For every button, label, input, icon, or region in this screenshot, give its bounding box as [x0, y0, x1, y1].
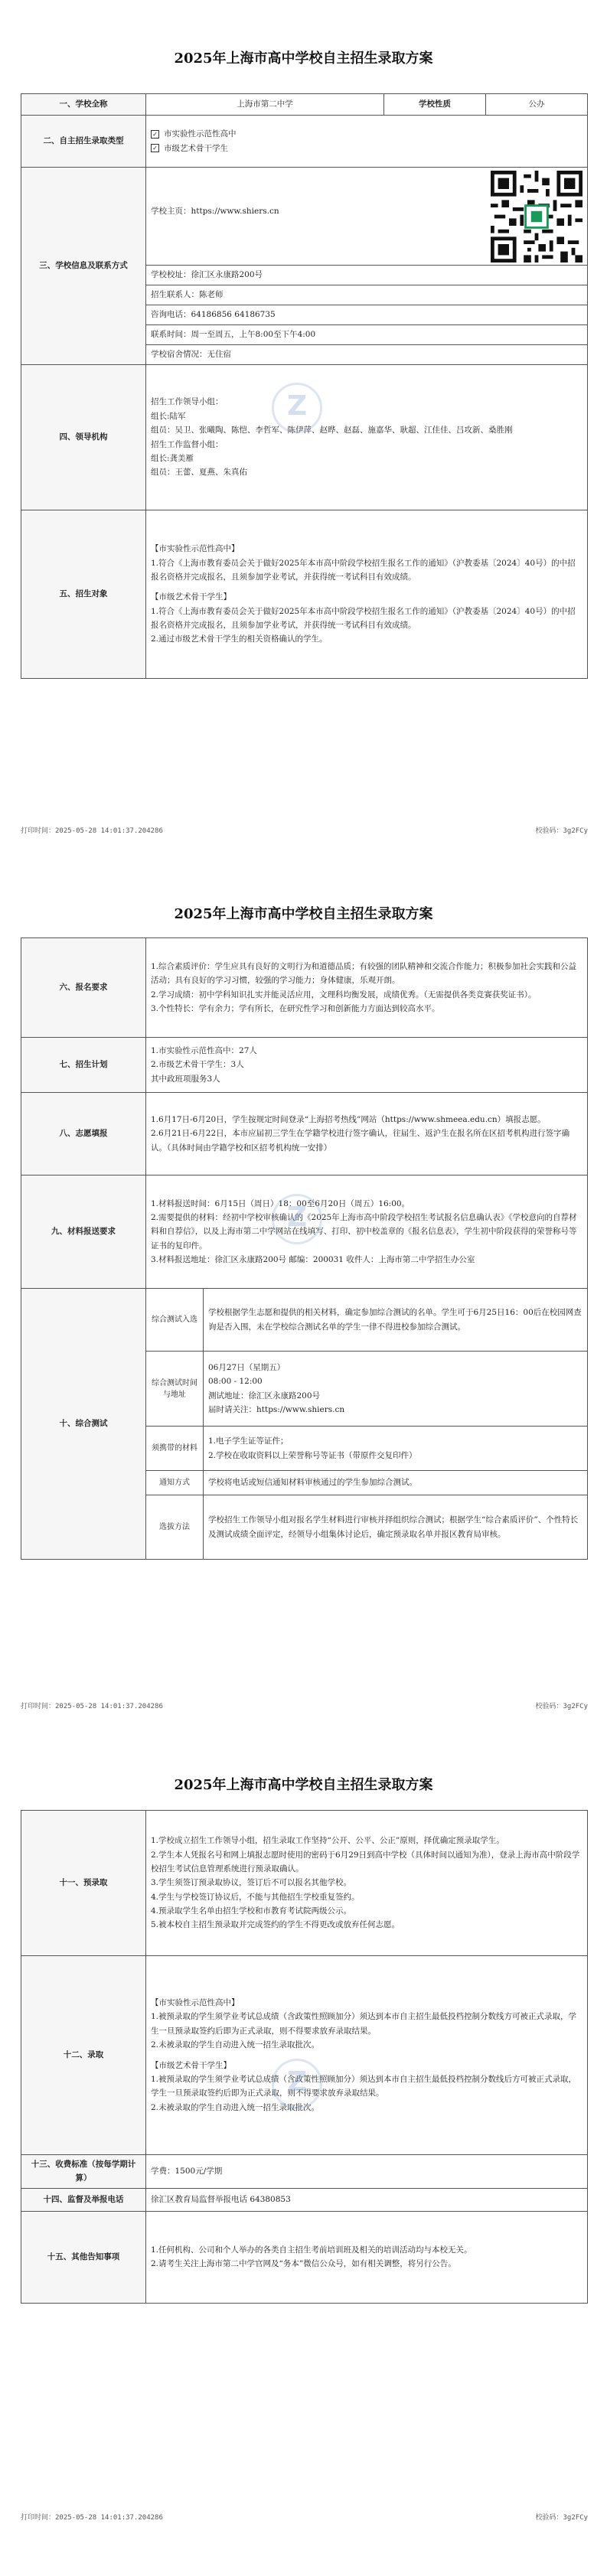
- content-line: 组员：吴卫、张曦陶、陈恺、李哲军、陈伊萍、赵晔、赵磊、施嘉华、耿超、江佳佳、吕攻新、桑胜刚: [151, 426, 513, 435]
- content-line: 08:00 - 12:00: [208, 1377, 263, 1387]
- section-label: 十四、监督及举报电话: [21, 2188, 146, 2211]
- content-line: 1.学校成立招生工作领导小组，招生录取工作坚持“公开、公平、公正”原则，择优确定预录取学生。: [151, 1836, 504, 1846]
- checksum: 校验码：3g2FCy: [535, 827, 588, 835]
- checksum: 校验码：3g2FCy: [535, 2514, 588, 2522]
- content-line: 1.符合《上海市教育委员会关于做好2025年本市高中阶段学校招生报名工作的通知》（沪教委基〔2024〕40号）的中招报名资格并完成报名，且须参加学业考试，并获得统一考试科目有效成绩。: [151, 558, 576, 582]
- section-label: 四、领导机构: [21, 365, 146, 510]
- content-line: 3.学生须签订预录取协议，签订后不可以报名其他学校。: [151, 1878, 352, 1888]
- content-line: 【市实验性示范性高中】: [151, 1998, 240, 2007]
- test-subheading: 选拔方法: [146, 1495, 204, 1560]
- content-line: 2.6月21日-6月22日，本市应届初三学生在学籍学校进行签字确认，往届生、返沪生在报名所在区招考机构进行签字确认。（具体时间由学籍学校和区招考机构统一安排）: [151, 1129, 570, 1153]
- page-footer: [21, 1700, 588, 1710]
- content-line: 【市级艺术骨干学生】: [151, 2060, 231, 2070]
- content-line: 1.任何机构、公司和个人举办的各类自主招生考前培训班及相关的培训活动均与本校无关。: [151, 2245, 472, 2255]
- school-nature-label: 学校性质: [384, 94, 486, 116]
- dorm-info: 学校宿舍情况：无住宿: [146, 345, 588, 365]
- school-address: 学校校址：徐汇区永康路200号: [146, 266, 588, 285]
- section-label: 十二、录取: [21, 1956, 146, 2155]
- admission-types: [146, 116, 588, 168]
- content-line: 测试地址：徐汇区永康路200号: [208, 1391, 321, 1400]
- leadership-content: [146, 365, 588, 510]
- print-time: 打印时间：2025-05-28 14:01:37.204286: [21, 2514, 163, 2522]
- content-line: 2.需要提供的材料：经初中学校审核确认的《2025年上海市高中阶段学校招生考试报名信息确认表》《学校意向的自荐材料和自荐信》，以及上海市第二中学网站在线填写、打印、初中校盖章的《报名信息表》，学生初中阶段获得的荣誉称号等证书的复印件。: [151, 1212, 577, 1251]
- test-content: [204, 1427, 588, 1471]
- website-cell: [146, 168, 588, 266]
- school-nature-value: 公办: [486, 94, 588, 116]
- contact-hours: 联系时间：周一至周五，上午8:00至下午4:00: [146, 325, 588, 345]
- requirements-content: [146, 938, 588, 1038]
- section-label: 五、招生对象: [21, 510, 146, 679]
- page-title: 2025年上海市高中学校自主招生录取方案: [174, 1777, 433, 1793]
- watermark-logo-icon: Z: [272, 2059, 322, 2109]
- section-label: 十一、预录取: [21, 1811, 146, 1956]
- pre-admission-content: [146, 1811, 588, 1956]
- content-line: 【市实验性示范性高中】: [151, 544, 240, 554]
- content-line: 招生工作领导小组：: [151, 397, 224, 407]
- content-line: 2.学校在收取资料以上荣誉称号等证书（带原件交复印件）: [208, 1450, 417, 1460]
- content-line: 学校根据学生志愿和提供的相关材料，确定参加综合测试的名单。学生可于6月25日16：00后在校园网查询是否入围，未在学校综合测试名单的学生一律不得进校参加综合测试。: [208, 1308, 582, 1332]
- hotline-value: 徐汇区教育局监督举报电话 64380853: [146, 2188, 588, 2211]
- page-footer: [21, 825, 588, 835]
- content-line: 1.电子学生证等证件；: [208, 1436, 289, 1446]
- content-line: 2.未被录取的学生自动进入统一招生录取批次。: [151, 2040, 320, 2050]
- content-line: 学校招生工作领导小组对报名学生材料进行审核并择组织综合测试；根据学生“综合素质评价”、个性特长及测试成绩全面评定，经领导小组集体讨论后，确定预录取名单并报区教育局审核。: [208, 1515, 579, 1539]
- content-line: 1.综合素质评价：学生应具有良好的文明行为和道德品质；有较强的团队精神和交流合作能力；积极参加社会实践和公益活动；具有良好的学习习惯，较强的学习能力；身体健康，乐观开朗。: [151, 961, 577, 986]
- content-line: 2.市级艺术骨干学生：3人: [151, 1060, 244, 1070]
- content-line: 2.学习成绩：初中学科知识扎实并能灵活应用，文理科均衡发展，成绩优秀。（无需提供各类竞赛获奖证书）。: [151, 990, 537, 999]
- application-content: [146, 1093, 588, 1176]
- test-content: [204, 1471, 588, 1495]
- content-line: 1.市实验性示范性高中：27人: [151, 1045, 257, 1055]
- contact-phone: 咨询电话：64186856 64186735: [146, 305, 588, 325]
- content-line: 2.未被录取的学生自动进入统一招生录取批次。: [151, 2102, 320, 2112]
- content-line: 2.学生本人凭报名号和网上填报志愿时使用的密码于6月29日到高中学校（具体时间以通知为准），登录上海市高中阶段学校招生考试信息管理系统进行预录取确认。: [151, 1850, 580, 1873]
- section-label: 一、学校全称: [21, 94, 146, 116]
- content-line: 3.个性特长：学有余力；学有所长，在研究性学习和创新能力方面达到较高水平。: [151, 1003, 440, 1013]
- section-label: 九、材料报送要求: [21, 1176, 146, 1289]
- content-line: 2.通过市级艺术骨干学生的相关资格确认的学生。: [151, 634, 328, 644]
- page-title: 2025年上海市高中学校自主招生录取方案: [174, 51, 433, 67]
- school-name: 上海市第二中学: [146, 94, 384, 116]
- watermark-logo-icon: Z: [272, 1194, 322, 1244]
- qr-code-icon: [491, 171, 583, 262]
- print-time: 打印时间：2025-05-28 14:01:37.204286: [21, 1703, 163, 1710]
- target-students-content: [146, 510, 588, 679]
- content-line: 届时请关注：https://www.shiers.cn: [208, 1404, 345, 1414]
- checksum: 校验码：3g2FCy: [535, 1703, 588, 1710]
- test-subheading: 综合测试入选: [146, 1289, 204, 1352]
- watermark-logo-icon: Z: [272, 383, 322, 433]
- content-line: 3.材料报送地址：徐汇区永康路200号 邮编：200031 收件人：上海市第二中学招生办公室: [151, 1255, 475, 1265]
- content-line: 5.被本校自主招生预录取并完成签约的学生不得更改或放弃任何志愿。: [151, 1920, 400, 1930]
- tuition-value: 学费：1500元/学期: [146, 2155, 588, 2189]
- content-line: 招生工作监督小组：: [151, 439, 224, 449]
- content-line: 1.6月17日-6月20日，学生按规定时间登录“上海招考热线”网站（https://www.shmeea.edu.cn）填报志愿。: [151, 1114, 546, 1124]
- content-line: 4.预录取学生名单由招生学校和市教育考试院两级公示。: [151, 1906, 352, 1916]
- plan-content: [146, 1038, 588, 1093]
- section-label: 六、报名要求: [21, 938, 146, 1038]
- test-content: [204, 1495, 588, 1560]
- content-line: 2.请考生关注上海市第二中学官网及“务本”微信公众号，如有相关调整，将另行公告。: [151, 2259, 456, 2269]
- print-time: 打印时间：2025-05-28 14:01:37.204286: [21, 827, 163, 835]
- page-footer: [21, 2512, 588, 2522]
- type-option: ✓ 市级艺术骨干学生: [151, 142, 583, 155]
- admission-content: [146, 1956, 588, 2155]
- type-option: ✓ 市实验性示范性高中: [151, 127, 583, 141]
- test-subheading: 通知方式: [146, 1471, 204, 1495]
- content-line: 1.符合《上海市教育委员会关于做好2025年本市高中阶段学校招生报名工作的通知》（沪教委基〔2024〕40号）的中招报名资格并完成报名，且须参加学业考试，并获得统一考试科目有效成绩。: [151, 606, 576, 631]
- test-subheading: 综合测试时间与地址: [146, 1352, 204, 1427]
- other-notes-content: [146, 2211, 588, 2303]
- content-line: 1.被预录取的学生须学业考试总成绩（含政策性照顾加分）须达到本市自主招生最低投档控制分数线方可被正式录取，学生一旦预录取签约后即为正式录取，则不得要求放弃录取结果。: [151, 2012, 577, 2036]
- checkbox-checked-icon: ✓: [151, 144, 159, 152]
- content-line: 其中政班项服务3人: [151, 1074, 220, 1084]
- content-line: 组员：王蕾、夏燕、朱真佑: [151, 468, 247, 478]
- contact-person: 招生联系人：陈老师: [146, 285, 588, 305]
- checkbox-checked-icon: ✓: [151, 130, 159, 139]
- content-line: 1.材料报送时间：6月15日（周日）18：00至6月20日（周五）16:00。: [151, 1198, 410, 1208]
- test-content: [204, 1352, 588, 1427]
- content-line: 学校将电话或短信通知材料审核通过的学生参加综合测试。: [208, 1478, 417, 1488]
- section-label: 三、学校信息及联系方式: [21, 168, 146, 365]
- section-label: 十三、收费标准（按每学期计算）: [21, 2155, 146, 2189]
- content-line: 06月27日（星期五）: [208, 1362, 286, 1372]
- page-title: 2025年上海市高中学校自主招生录取方案: [174, 906, 433, 922]
- section-label: 七、招生计划: [21, 1038, 146, 1093]
- school-website: 学校主页：https://www.shiers.cn: [151, 206, 279, 216]
- admission-table-page3: [21, 1810, 588, 2304]
- materials-content: [146, 1176, 588, 1289]
- content-line: 4.学生与学校签订协议后，不能与其他招生学校重复签约。: [151, 1892, 360, 1902]
- section-label: 十、综合测试: [21, 1289, 146, 1560]
- section-label: 十五、其他告知事项: [21, 2211, 146, 2303]
- section-label: 二、自主招生录取类型: [21, 116, 146, 168]
- content-line: 组长:陆军: [151, 411, 186, 421]
- content-line: 1.被预录取的学生须学业考试总成绩（含政策性照顾加分）须达到本市自主招生最低投档控制分数线后方可被正式录取，学生一旦预录取签约后即为正式录取，则不得要求放弃录取结果。: [151, 2074, 577, 2098]
- content-line: 组长:龚美雁: [151, 453, 194, 463]
- test-subheading: 须携带的材料: [146, 1427, 204, 1471]
- admission-table-page2: [21, 937, 588, 1560]
- content-line: 【市级艺术骨干学生】: [151, 592, 231, 602]
- section-label: 八、志愿填报: [21, 1093, 146, 1176]
- test-content: [204, 1289, 588, 1352]
